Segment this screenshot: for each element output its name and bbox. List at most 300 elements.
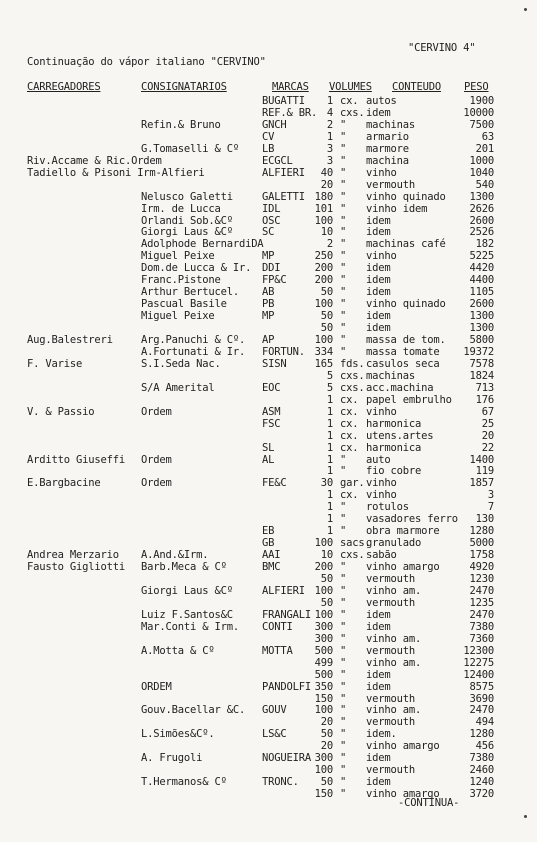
weight-cell: 2460 [469, 764, 494, 776]
shipper-cell: F. Varise [27, 358, 83, 370]
content-cell: vinho [366, 406, 397, 418]
weight-cell: 1300 [469, 322, 494, 334]
weight-cell: 10000 [463, 107, 494, 119]
volume-cell: 200 [314, 274, 333, 286]
mark-cell: IDL [262, 203, 281, 215]
content-cell: vermouth [366, 645, 415, 657]
weight-cell: 5225 [469, 250, 494, 262]
unit-cell: " [340, 501, 347, 513]
content-cell: vermouth [366, 573, 415, 585]
volume-cell: 50 [320, 286, 333, 298]
mark-cell: EB [262, 525, 275, 537]
weight-cell: 1240 [469, 776, 494, 788]
unit-cell: " [340, 621, 347, 633]
unit-cell: " [340, 764, 347, 776]
volume-cell: 1 [326, 95, 333, 107]
mark-cell: FP&C [262, 274, 287, 286]
mark-cell: GOUV [262, 704, 287, 716]
content-cell: papel embrulho [366, 394, 452, 406]
weight-cell: 7500 [469, 119, 494, 131]
weight-cell: 1040 [469, 167, 494, 179]
mark-cell: GB [262, 537, 275, 549]
weight-cell: 1300 [469, 310, 494, 322]
header-marcas: MARCAS [272, 81, 309, 93]
consignee-cell: S/A Amerital [141, 382, 215, 394]
weight-cell: 2470 [469, 609, 494, 621]
unit-cell: fds. [340, 358, 365, 370]
weight-cell: 3690 [469, 693, 494, 705]
volume-cell: 350 [314, 681, 333, 693]
mark-cell: FSC [262, 418, 281, 430]
volume-cell: 50 [320, 310, 333, 322]
content-cell: vinho quinado [366, 191, 446, 203]
content-cell: harmonica [366, 442, 422, 454]
unit-cell: " [340, 298, 347, 310]
content-cell: idem [366, 286, 391, 298]
volume-cell: 300 [314, 621, 333, 633]
content-cell: vinho amargo [366, 740, 440, 752]
volume-cell: 165 [314, 358, 333, 370]
volume-cell: 250 [314, 250, 333, 262]
unit-cell: " [340, 346, 347, 358]
volume-cell: 50 [320, 776, 333, 788]
content-cell: vinho quinado [366, 298, 446, 310]
content-cell: idem [366, 310, 391, 322]
mark-cell: LS&C [262, 728, 287, 740]
content-cell: autos [366, 95, 397, 107]
volume-cell: 50 [320, 728, 333, 740]
weight-cell: 12400 [463, 669, 494, 681]
content-cell: idem [366, 262, 391, 274]
unit-cell: " [340, 238, 347, 250]
content-cell: vermouth [366, 693, 415, 705]
content-cell: vinho idem [366, 203, 428, 215]
volume-cell: 200 [314, 561, 333, 573]
unit-cell: " [340, 752, 347, 764]
mark-cell: BUGATTI [262, 95, 305, 107]
volume-cell: 30 [320, 477, 333, 489]
content-cell: massa tomate [366, 346, 440, 358]
consignee-cell: Luiz F.Santos&C [141, 609, 233, 621]
volume-cell: 150 [314, 788, 333, 800]
unit-cell: " [340, 203, 347, 215]
content-cell: fio cobre [366, 465, 422, 477]
content-cell: vinho am. [366, 633, 422, 645]
volume-cell: 2 [326, 119, 333, 131]
unit-cell: " [340, 704, 347, 716]
weight-cell: 5800 [469, 334, 494, 346]
volume-cell: 1 [326, 489, 333, 501]
mark-cell: PANDOLFI [262, 681, 311, 693]
content-cell: vasadores ferro [366, 513, 458, 525]
weight-cell: 19372 [463, 346, 494, 358]
weight-cell: 1857 [469, 477, 494, 489]
mark-cell: SL [262, 442, 275, 454]
volume-cell: 40 [320, 167, 333, 179]
volume-cell: 50 [320, 322, 333, 334]
consignee-cell: Arg.Panuchi & Cº. [141, 334, 246, 346]
volume-cell: 1 [326, 513, 333, 525]
content-cell: vinho amargo [366, 788, 440, 800]
consignee-cell: Barb.Meca & Cº [141, 561, 227, 573]
unit-cell: " [340, 334, 347, 346]
unit-cell: " [340, 167, 347, 179]
weight-cell: 176 [475, 394, 494, 406]
content-cell: machinas café [366, 238, 446, 250]
content-cell: vinho amargo [366, 561, 440, 573]
weight-cell: 22 [481, 442, 494, 454]
content-cell: casulos seca [366, 358, 440, 370]
unit-cell: " [340, 262, 347, 274]
volume-cell: 50 [320, 597, 333, 609]
consignee-cell: Orlandi Sob.&Cº [141, 215, 233, 227]
unit-cell: gar. [340, 477, 365, 489]
unit-cell: " [340, 155, 347, 167]
mark-cell: FORTUN. [262, 346, 305, 358]
content-cell: vinho am. [366, 704, 422, 716]
unit-cell: " [340, 609, 347, 621]
mark-cell: TRONC. [262, 776, 299, 788]
mark-cell: ECGCL [262, 155, 293, 167]
volume-cell: 300 [314, 633, 333, 645]
consignee-cell: Adolphode BernardiDA [141, 238, 264, 250]
unit-cell: " [340, 585, 347, 597]
margin-mark [524, 815, 527, 818]
shipper-cell: Andrea Merzario [27, 549, 119, 561]
weight-cell: 1280 [469, 525, 494, 537]
consignee-cell: A.Motta & Cº [141, 645, 215, 657]
consignee-cell: A. Frugoli [141, 752, 203, 764]
mark-cell: DDI [262, 262, 281, 274]
volume-cell: 20 [320, 179, 333, 191]
consignee-cell: Pascual Basile [141, 298, 227, 310]
mark-cell: GALETTI [262, 191, 305, 203]
weight-cell: 1900 [469, 95, 494, 107]
volume-cell: 5 [326, 382, 333, 394]
unit-cell: " [340, 525, 347, 537]
volume-cell: 100 [314, 298, 333, 310]
content-cell: massa de tom. [366, 334, 446, 346]
content-cell: idem [366, 322, 391, 334]
header-conteudo: CONTEUDO [392, 81, 441, 93]
content-cell: rotulos [366, 501, 409, 513]
weight-cell: 25 [481, 418, 494, 430]
unit-cell: " [340, 310, 347, 322]
consignee-cell: T.Hermanos& Cº [141, 776, 227, 788]
page-label: "CERVINO 4" [408, 42, 476, 54]
mark-cell: FRANGALI [262, 609, 311, 621]
header-carregadores: CARREGADORES [27, 81, 101, 93]
weight-cell: 1230 [469, 573, 494, 585]
content-cell: harmonica [366, 418, 422, 430]
shipper-cell: Fausto Gigliotti [27, 561, 125, 573]
consignee-cell: Giorgi Laus &Cº [141, 226, 233, 238]
volume-cell: 100 [314, 764, 333, 776]
weight-cell: 2600 [469, 215, 494, 227]
weight-cell: 1280 [469, 728, 494, 740]
mark-cell: FE&C [262, 477, 287, 489]
unit-cell: " [340, 131, 347, 143]
consignee-cell: A.And.&Irm. [141, 549, 209, 561]
unit-cell: cx. [340, 418, 359, 430]
shipper-cell: Riv.Accame & Ric.Ordem [27, 155, 162, 167]
page-title: Continuação do vápor italiano "CERVINO" [27, 56, 266, 68]
volume-cell: 499 [314, 657, 333, 669]
header-volumes: VOLUMES [329, 81, 372, 93]
consignee-cell: S.I.Seda Nac. [141, 358, 221, 370]
unit-cell: " [340, 788, 347, 800]
unit-cell: " [340, 179, 347, 191]
mark-cell: OSC [262, 215, 281, 227]
volume-cell: 1 [326, 525, 333, 537]
unit-cell: " [340, 322, 347, 334]
content-cell: acc.machina [366, 382, 434, 394]
content-cell: auto [366, 454, 391, 466]
content-cell: utens.artes [366, 430, 434, 442]
volume-cell: 1 [326, 394, 333, 406]
content-cell: vinho [366, 489, 397, 501]
weight-cell: 3 [487, 489, 494, 501]
unit-cell: " [340, 681, 347, 693]
unit-cell: cx. [340, 95, 359, 107]
content-cell: idem [366, 776, 391, 788]
unit-cell: " [340, 250, 347, 262]
content-cell: idem [366, 681, 391, 693]
unit-cell: " [340, 274, 347, 286]
weight-cell: 201 [475, 143, 494, 155]
weight-cell: 4920 [469, 561, 494, 573]
volume-cell: 3 [326, 155, 333, 167]
shipper-cell: Aug.Balestreri [27, 334, 113, 346]
continua-footer: -CONTINUA- [398, 797, 460, 809]
unit-cell: " [340, 740, 347, 752]
weight-cell: 1400 [469, 454, 494, 466]
weight-cell: 2600 [469, 298, 494, 310]
weight-cell: 456 [475, 740, 494, 752]
content-cell: idem [366, 669, 391, 681]
content-cell: vermouth [366, 716, 415, 728]
unit-cell: " [340, 191, 347, 203]
content-cell: machina [366, 155, 409, 167]
volume-cell: 100 [314, 704, 333, 716]
content-cell: idem [366, 215, 391, 227]
unit-cell: " [340, 286, 347, 298]
unit-cell: " [340, 716, 347, 728]
margin-mark [524, 8, 527, 11]
weight-cell: 119 [475, 465, 494, 477]
consignee-cell: Nelusco Galetti [141, 191, 233, 203]
content-cell: vermouth [366, 764, 415, 776]
volume-cell: 1 [326, 454, 333, 466]
consignee-cell: ORDEM [141, 681, 172, 693]
weight-cell: 1824 [469, 370, 494, 382]
consignee-cell: Miguel Peixe [141, 250, 215, 262]
unit-cell: cx. [340, 430, 359, 442]
mark-cell: BMC [262, 561, 281, 573]
mark-cell: ALFIERI [262, 585, 305, 597]
weight-cell: 67 [481, 406, 494, 418]
content-cell: vinho [366, 477, 397, 489]
unit-cell: " [340, 645, 347, 657]
content-cell: vinho am. [366, 657, 422, 669]
volume-cell: 500 [314, 669, 333, 681]
weight-cell: 182 [475, 238, 494, 250]
content-cell: machinas [366, 119, 415, 131]
content-cell: obra marmore [366, 525, 440, 537]
unit-cell: " [340, 454, 347, 466]
mark-cell: REF.& BR. [262, 107, 318, 119]
unit-cell: cx. [340, 394, 359, 406]
unit-cell: cxs. [340, 107, 365, 119]
consignee-cell: L.Simões&Cº. [141, 728, 215, 740]
weight-cell: 540 [475, 179, 494, 191]
volume-cell: 180 [314, 191, 333, 203]
mark-cell: CV [262, 131, 275, 143]
unit-cell: cx. [340, 489, 359, 501]
header-consignatarios: CONSIGNATARIOS [141, 81, 227, 93]
weight-cell: 1000 [469, 155, 494, 167]
mark-cell: MP [262, 310, 275, 322]
unit-cell: cx. [340, 442, 359, 454]
weight-cell: 7578 [469, 358, 494, 370]
weight-cell: 1235 [469, 597, 494, 609]
unit-cell: " [340, 226, 347, 238]
volume-cell: 500 [314, 645, 333, 657]
volume-cell: 1 [326, 406, 333, 418]
volume-cell: 101 [314, 203, 333, 215]
unit-cell: sacs. [340, 537, 371, 549]
volume-cell: 100 [314, 334, 333, 346]
volume-cell: 1 [326, 430, 333, 442]
consignee-cell: Refin.& Bruno [141, 119, 221, 131]
weight-cell: 7360 [469, 633, 494, 645]
mark-cell: MP [262, 250, 275, 262]
shipper-cell: Arditto Giuseffi [27, 454, 125, 466]
shipper-cell: V. & Passio [27, 406, 95, 418]
consignee-cell: Mar.Conti & Irm. [141, 621, 239, 633]
unit-cell: cx. [340, 406, 359, 418]
content-cell: idem [366, 226, 391, 238]
shipper-cell: Tadiello & Pisoni Irm-Alfieri [27, 167, 205, 179]
shipper-cell: E.Bargbacine [27, 477, 101, 489]
volume-cell: 3 [326, 143, 333, 155]
unit-cell: cxs. [340, 370, 365, 382]
mark-cell: LB [262, 143, 275, 155]
unit-cell: " [340, 597, 347, 609]
mark-cell: SC [262, 226, 275, 238]
volume-cell: 100 [314, 215, 333, 227]
content-cell: machinas [366, 370, 415, 382]
mark-cell: EOC [262, 382, 281, 394]
weight-cell: 2526 [469, 226, 494, 238]
consignee-cell: Miguel Peixe [141, 310, 215, 322]
volume-cell: 2 [326, 238, 333, 250]
content-cell: idem. [366, 728, 397, 740]
mark-cell: CONTI [262, 621, 293, 633]
mark-cell: MOTTA [262, 645, 293, 657]
consignee-cell: G.Tomaselli & Cº [141, 143, 239, 155]
weight-cell: 8575 [469, 681, 494, 693]
weight-cell: 2626 [469, 203, 494, 215]
weight-cell: 63 [481, 131, 494, 143]
volume-cell: 300 [314, 752, 333, 764]
volume-cell: 100 [314, 609, 333, 621]
volume-cell: 5 [326, 370, 333, 382]
weight-cell: 2470 [469, 585, 494, 597]
volume-cell: 4 [326, 107, 333, 119]
mark-cell: GNCH [262, 119, 287, 131]
consignee-cell: Irm. de Lucca [141, 203, 221, 215]
unit-cell: " [340, 693, 347, 705]
volume-cell: 10 [320, 226, 333, 238]
content-cell: marmore [366, 143, 409, 155]
mark-cell: NOGUEIRA [262, 752, 311, 764]
weight-cell: 4420 [469, 262, 494, 274]
unit-cell: " [340, 119, 347, 131]
content-cell: armario [366, 131, 409, 143]
content-cell: vinho am. [366, 585, 422, 597]
content-cell: idem [366, 274, 391, 286]
mark-cell: AP [262, 334, 275, 346]
unit-cell: cxs. [340, 549, 365, 561]
unit-cell: " [340, 513, 347, 525]
weight-cell: 2470 [469, 704, 494, 716]
weight-cell: 713 [475, 382, 494, 394]
weight-cell: 12275 [463, 657, 494, 669]
unit-cell: " [340, 465, 347, 477]
content-cell: idem [366, 609, 391, 621]
unit-cell: " [340, 657, 347, 669]
content-cell: sabão [366, 549, 397, 561]
mark-cell: PB [262, 298, 275, 310]
content-cell: idem [366, 107, 391, 119]
volume-cell: 200 [314, 262, 333, 274]
consignee-cell: Giorgi Laus &Cº [141, 585, 233, 597]
unit-cell: cxs. [340, 382, 365, 394]
consignee-cell: Franc.Pistone [141, 274, 221, 286]
consignee-cell: Arthur Bertucel. [141, 286, 239, 298]
consignee-cell: Ordem [141, 477, 172, 489]
volume-cell: 150 [314, 693, 333, 705]
weight-cell: 130 [475, 513, 494, 525]
volume-cell: 1 [326, 465, 333, 477]
weight-cell: 7 [487, 501, 494, 513]
weight-cell: 1105 [469, 286, 494, 298]
unit-cell: " [340, 633, 347, 645]
content-cell: vermouth [366, 597, 415, 609]
content-cell: vermouth [366, 179, 415, 191]
unit-cell: " [340, 215, 347, 227]
weight-cell: 3720 [469, 788, 494, 800]
volume-cell: 1 [326, 418, 333, 430]
weight-cell: 5000 [469, 537, 494, 549]
content-cell: idem [366, 621, 391, 633]
volume-cell: 100 [314, 585, 333, 597]
mark-cell: ASM [262, 406, 281, 418]
consignee-cell: Ordem [141, 454, 172, 466]
volume-cell: 334 [314, 346, 333, 358]
unit-cell: " [340, 573, 347, 585]
consignee-cell: A.Fortunati & Ir. [141, 346, 246, 358]
header-peso: PESO [464, 81, 489, 93]
consignee-cell: Ordem [141, 406, 172, 418]
volume-cell: 50 [320, 573, 333, 585]
weight-cell: 7380 [469, 752, 494, 764]
volume-cell: 20 [320, 716, 333, 728]
weight-cell: 1300 [469, 191, 494, 203]
volume-cell: 1 [326, 442, 333, 454]
mark-cell: AB [262, 286, 275, 298]
